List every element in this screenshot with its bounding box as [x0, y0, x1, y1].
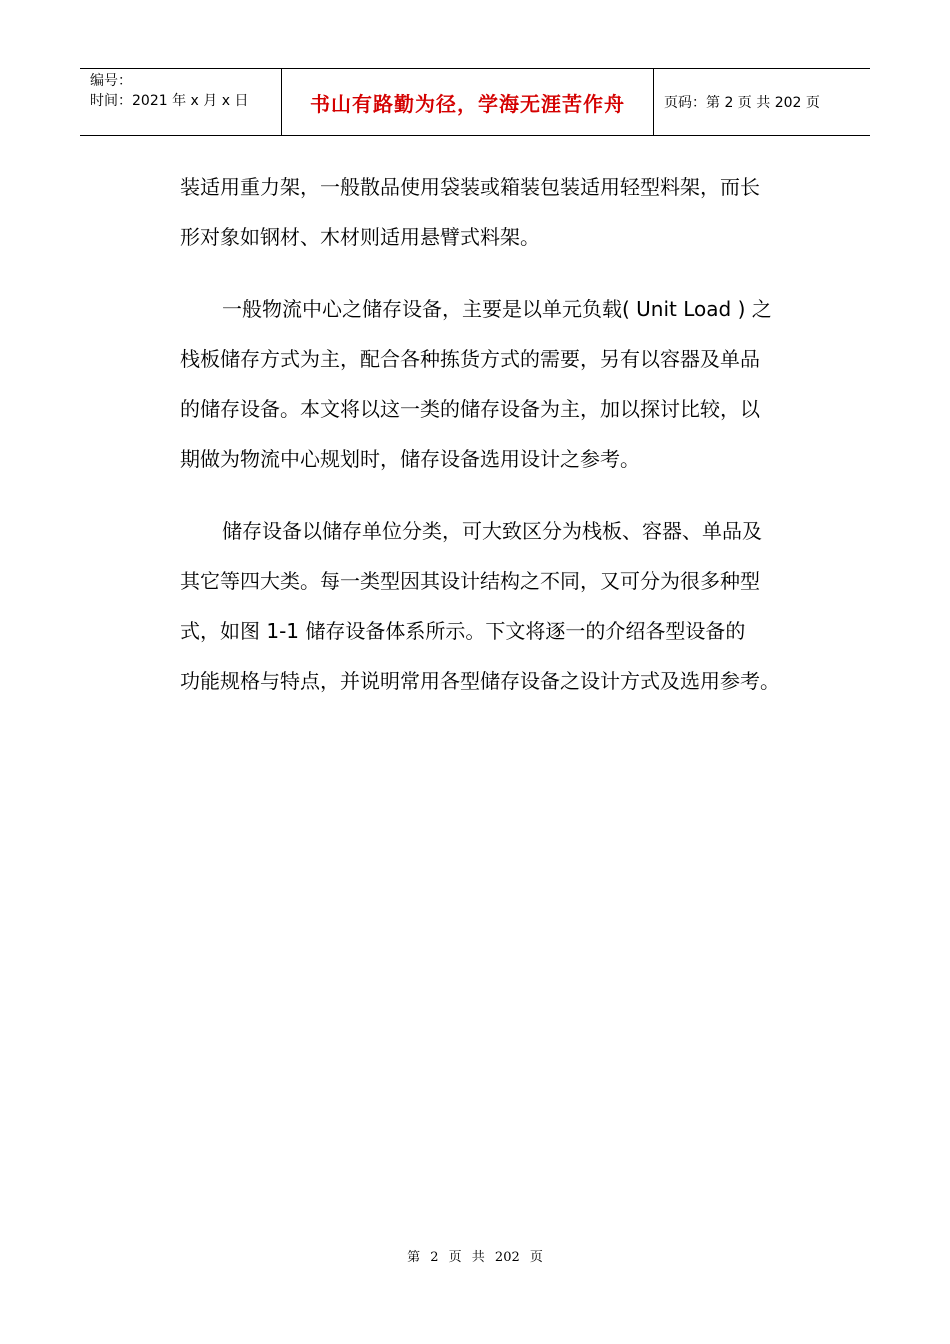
paragraph-line: 形对象如钢材、木材则适用悬臂式料架。	[180, 225, 540, 249]
paragraph-line: 其它等四大类。每一类型因其设计结构之不同，又可分为很多种型	[180, 569, 760, 593]
paragraph-line: 式，如图 1-1 储存设备体系所示。下文将逐一的介绍各型设备的	[180, 619, 746, 643]
paragraph-line: 栈板储存方式为主，配合各种拣货方式的需要，另有以容器及单品	[180, 347, 760, 371]
header-page-info: 页码：第 2 页 共 202 页	[664, 95, 820, 111]
header-motto: 书山有路勤为径，学海无涯苦作舟	[281, 69, 654, 135]
document-number-label: 编号：	[90, 73, 132, 89]
document-time-label: 时间：2021 年 x 月 x 日	[90, 93, 249, 109]
page-header	[80, 68, 870, 136]
header-meta	[80, 69, 281, 135]
paragraph-line: 储存设备以储存单位分类，可大致区分为栈板、容器、单品及	[222, 519, 762, 543]
document-body	[180, 162, 840, 728]
paragraph-line: 功能规格与特点，并说明常用各型储存设备之设计方式及选用参考。	[180, 669, 780, 693]
paragraph-line: 装适用重力架，一般散品使用袋装或箱装包装适用轻型料架，而长	[180, 175, 760, 199]
paragraph-3	[180, 506, 840, 706]
page-footer: 第 2 页 共 202 页	[407, 1250, 543, 1265]
paragraph-2	[180, 284, 840, 484]
paragraph-line: 一般物流中心之储存设备，主要是以单元负载( Unit Load ) 之	[222, 297, 772, 321]
paragraph-1	[180, 162, 840, 262]
paragraph-line: 的储存设备。本文将以这一类的储存设备为主，加以探讨比较，以	[180, 397, 760, 421]
paragraph-line: 期做为物流中心规划时，储存设备选用设计之参考。	[180, 447, 640, 471]
